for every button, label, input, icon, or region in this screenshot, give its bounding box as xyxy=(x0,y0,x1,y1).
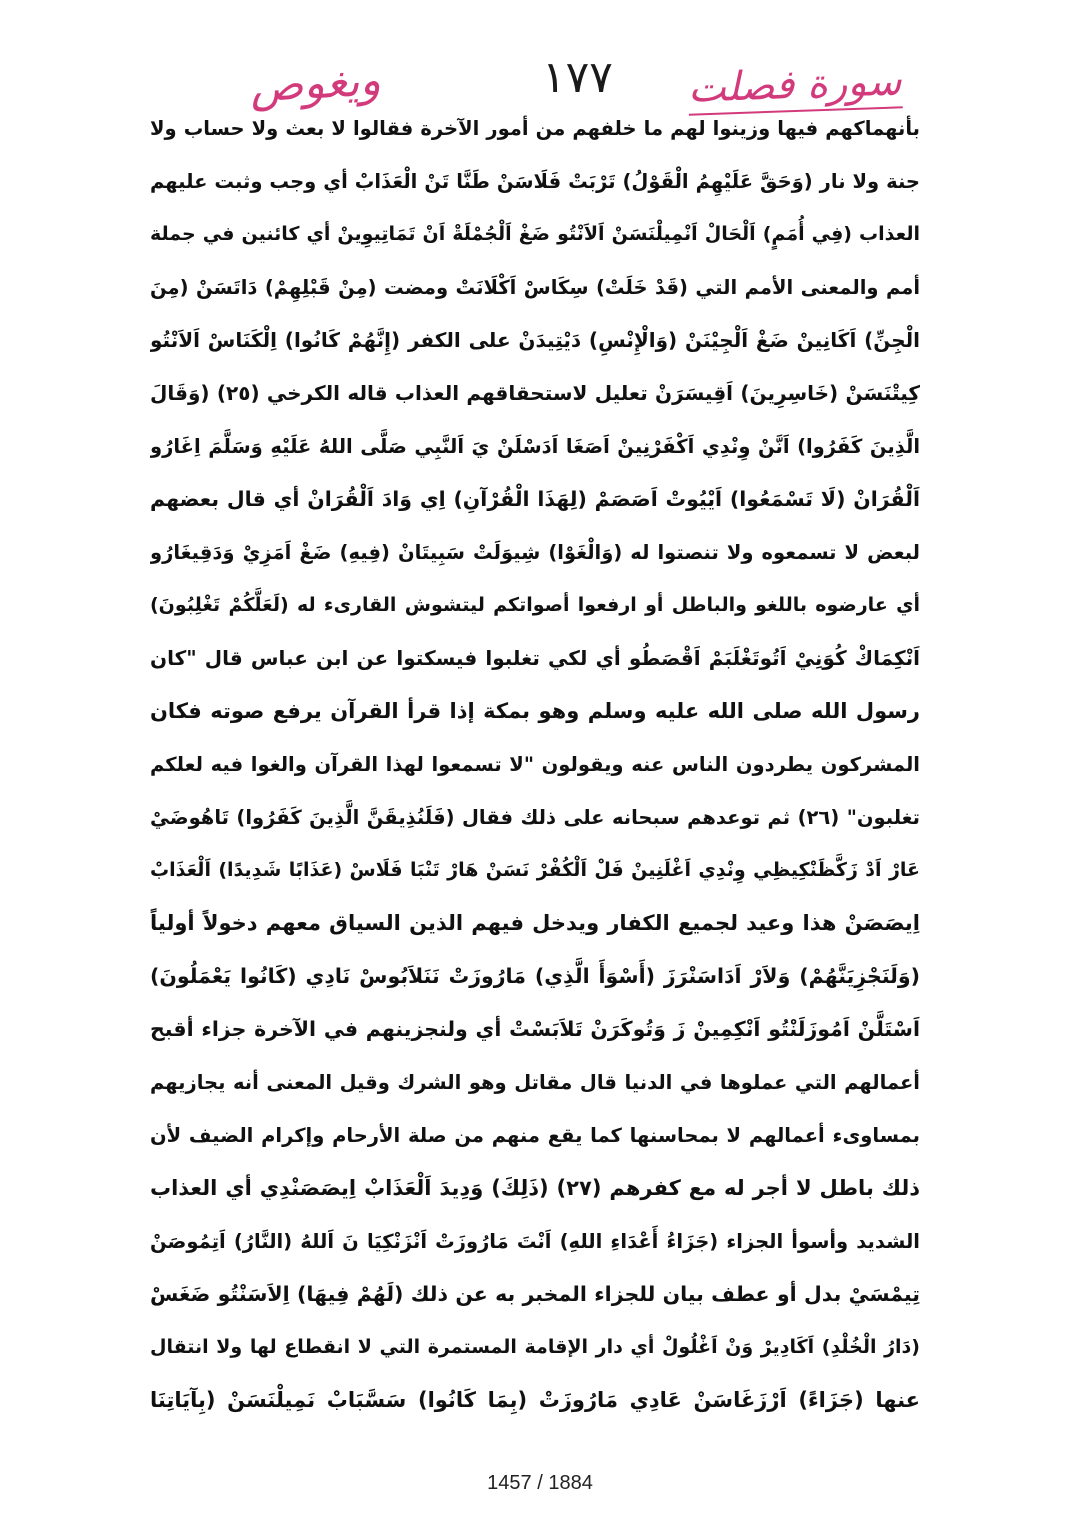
page-counter: 1457 / 1884 xyxy=(487,1472,593,1494)
text-line: جنة ولا نار (وَحَقَّ عَلَيْهِمُ الْقَوْلُ) تَرْبَتْ فَلَاسَنْ طَنَّا تَنْ الْعَذَابْ أي وجب وثبت عليهم xyxy=(150,170,920,193)
text-line: أي عارضوه باللغو والباطل أو ارفعوا أصواتكم ليتشوش القارىء له (لَعَلَّكُمْ تَغْلِبُونَ) xyxy=(150,594,920,616)
text-line: اَسْتَلَّنْ اَمُوزَلَنْتُو اَنْكِمِينْ زَ وَتُوكَرَنْ تَلاَبَسْتْ أي ولنجزينهم في الآخرة جزاء أقبح xyxy=(150,1017,920,1041)
text-line: بأنهماكهم فيها وزينوا لهم ما خلفهم من أمور الآخرة فقالوا لا بعث ولا حساب ولا xyxy=(150,117,920,140)
text-line: الَّذِينَ كَفَرُوا) اَنَّنْ وِنْدِي اَكْفَرْنِينْ اَصَغَا اَدَسْلَنْ يَ اَلنَّبِي صَلَّى اللهُ عَلَيْهِ وَسَلَّمَ اِغَارُو xyxy=(150,435,920,458)
text-line: المشركون يطردون الناس عنه ويقولون "لا تسمعوا لهذا القرآن والغوا فيه لعلكم xyxy=(150,753,920,776)
text-line: رسول الله صلى الله عليه وسلم وهو بمكة إذا قرأ القرآن يرفع صوته فكان xyxy=(150,699,920,723)
text-line: تِيمْسَيْ بدل أو عطف بيان للجزاء المخبر به عن ذلك (لَهُمْ فِيهَا) اِلاَسَنْتُو ضَغَسْ xyxy=(150,1282,920,1306)
text-line: أعمالهم التي عملوها في الدنيا قال مقاتل وهو الشرك وقيل المعنى أنه يجازيهم xyxy=(150,1071,920,1094)
tafsir-text-block xyxy=(150,102,920,1412)
text-line: (دَارُ الْخُلْدِ) اَكَادِيرْ وَنْ اَغْلُولْ أي دار الإقامة المستمرة التي لا انقطاع لها ولا انتقال xyxy=(150,1336,920,1358)
text-line: الْجِنِّ) اَكَانِينْ ضَغْ اَلْجِيْنَنْ (وَالْإِنْسِ) دَيْتِيدَنْ على الكفر (إِنَّهُمْ كَانُوا) اِلْكَنَاسْ اَلاَنْتُو xyxy=(150,328,920,352)
handwritten-surah-title: سورة فصلت xyxy=(687,58,902,115)
text-line: عنها (جَزَاءً) اَرْزَغَاسَنْ عَادِي مَارُوزَتْ (بِمَا كَانُوا) سَسَّبَابْ نَمِيلْنَسَنْ (بِآيَاتِنَا xyxy=(150,1388,920,1412)
text-line: اِيصَصَنْ هذا وعيد لجميع الكفار ويدخل فيهم الذين السياق معهم دخولاً أولياً xyxy=(150,911,920,935)
text-line: (وَلَنَجْزِيَنَّهُمْ) وَلاَرْ اَدَاسَنْرَزَ (أَسْوَأَ الَّذِي) مَارُوزَتْ نَنَلاَبُوسْ نَادِي (كَانُوا يَعْمَلُونَ) xyxy=(150,964,920,988)
text-line: اَنْكِمَاكْ كُوَنِيْ اَتُوتَغْلَبَمْ اَقْصَطُو أي لكي تغلبوا فيسكتوا عن ابن عباس قال "كان xyxy=(150,646,920,670)
page-number: ١٧٧ xyxy=(542,52,613,103)
text-line: العذاب (فِي أُمَمٍ) اَلْحَالْ اَنْمِيلْنَسَنْ اَلاَنْتُو ضَغْ اَلْجُمْلَةْ اَنْ تَمَاتِيوِينْ أي كائنين في جملة xyxy=(150,223,920,245)
text-line: كِيتْنَسَنْ (خَاسِرِينَ) اَقِيسَرَنْ تعليل لاستحقاقهم العذاب قاله الكرخي (٢٥) (وَقَالَ xyxy=(150,381,920,405)
text-line: عَارْ اَدْ زَكَّظَنْكِيظِي وِنْدِي اَغْلَنِينْ فَلْ اَلْكُفْرْ نَسَنْ هَارْ تَنْبَا فَلَاسْ (عَذَابًا شَدِيدًا) اَلْعَذَابْ xyxy=(150,859,920,881)
text-line: بمساوىء أعمالهم لا بمحاسنها كما يقع منهم من صلة الأرحام وإكرام الضيف لأن xyxy=(150,1124,920,1147)
text-line: أمم والمعنى الأمم التي (قَدْ خَلَتْ) سِكَاسْ اَكْلَانَتْ ومضت (مِنْ قَبْلِهِمْ) دَاتَسَنْ (مِنَ xyxy=(150,276,920,299)
handwritten-note: ويغوص xyxy=(248,54,382,113)
text-line: تغلبون" (٢٦) ثم توعدهم سبحانه على ذلك فقال (فَلَنُذِيقَنَّ الَّذِينَ كَفَرُوا) تَاهُوضَيْ xyxy=(150,806,920,829)
text-line: لبعض لا تسمعوه ولا تنصتوا له (وَالْغَوْا) شِيوَلَتْ سَبِيتَانْ (فِيهِ) ضَغْ اَمَزِيْ وَدَقِيغَارُو xyxy=(150,541,920,564)
text-line: اَلْقُرَانْ (لَا تَسْمَعُوا) اَيْيُوتْ اَصَصَمْ (لِهَذَا الْقُرْآنِ) اِي وَادَ اَلْقُرَانْ أي قال بعضهم xyxy=(150,487,920,511)
text-line: الشديد وأسوأ الجزاء (جَزَاءُ أَعْدَاءِ اللهِ) اَنْتَ مَارُوزَتْ اَنْزَنْكِيَا نَ اَللهُ (النَّارُ) اَتِمُوصَنْ xyxy=(150,1230,920,1253)
text-line: ذلك باطل لا أجر له مع كفرهم (٢٧) (ذَلِكَ) وَدِيدَ اَلْعَذَابْ اِيصَصَنْدِي أي العذاب xyxy=(150,1176,920,1200)
